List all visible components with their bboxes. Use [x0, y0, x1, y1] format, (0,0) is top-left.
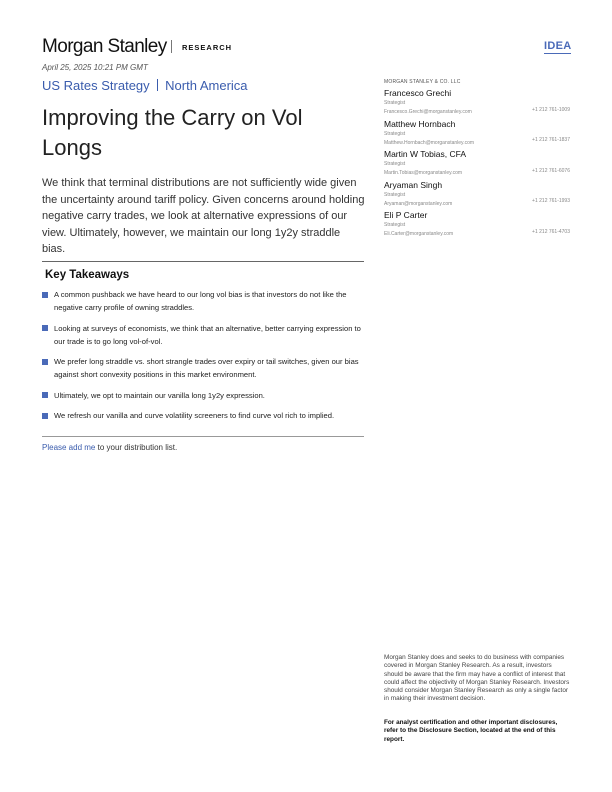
report-summary: We think that terminal distributions are not sufficiently wide given the uncertainty around tariff policy. Given concerns around holding negative carry trades, we look at alternative expressions of our view. Ultimately, however, we maintain our long 1y2y straddle bias.: [42, 177, 365, 255]
list-item: [42, 322, 364, 349]
strategy-name: US Rates Strategy: [42, 78, 150, 93]
analyst-phone: +1 212 761-1009: [532, 106, 570, 113]
analyst-role: Strategist: [384, 161, 406, 167]
divider: [42, 436, 364, 437]
publish-date: April 25, 2025 10:21 PM GMT: [42, 63, 148, 72]
distribution-line: [42, 443, 177, 452]
analyst-entry: [384, 149, 570, 180]
analyst-list: [384, 88, 570, 241]
takeaway-text: A common pushback we have heard to our long vol bias is that investors do not like the negative carry profile of owning straddles.: [54, 290, 347, 313]
bullet-square-icon: [42, 359, 48, 365]
analyst-email[interactable]: Matthew.Hornbach@morganstanley.com: [384, 139, 475, 146]
idea-badge: IDEA: [544, 40, 572, 52]
analyst-name: Francesco Grechi: [384, 88, 452, 98]
list-item: [42, 409, 364, 422]
takeaway-text: We prefer long straddle vs. short strangle trades over expiry or tail switches, given our bias against short convexity positions in this market environment.: [54, 357, 359, 380]
strategy-divider: [157, 79, 159, 91]
add-to-distribution-link[interactable]: Please add me: [42, 443, 96, 452]
list-item: [42, 389, 364, 402]
analyst-name: Aryaman Singh: [384, 179, 443, 190]
list-item: [42, 355, 364, 382]
report-title: Improving the Carry on Vol Longs: [42, 105, 303, 160]
bullet-square-icon: [42, 325, 48, 331]
key-takeaways-list: [42, 288, 364, 429]
disclaimer-text: Morgan Stanley does and seeks to do business with companies covered in Morgan Stanley Research. As a result, investors should be aware that the firm may have a conflict of interest that could affect the objectivity of Morgan Stanley Research. Investors should consider Morgan Stanley Research as only a single factor in making their investment decision.: [384, 654, 570, 703]
analyst-phone: +1 212 761-4703: [532, 228, 570, 235]
firm-name: MORGAN STANLEY & CO. LLC: [384, 79, 461, 85]
disclosure-notice: For analyst certification and other important disclosures, refer to the Disclosure Section, located at the end of this report.: [384, 719, 558, 743]
analyst-phone: +1 212 761-6076: [532, 167, 570, 174]
analyst-email[interactable]: Martin.Tobias@morganstanley.com: [384, 170, 463, 176]
analyst-entry: [384, 119, 570, 150]
analyst-role: Strategist: [384, 222, 406, 228]
bullet-square-icon: [42, 292, 48, 298]
analyst-email[interactable]: Francesco.Grechi@morganstanley.com: [384, 109, 472, 115]
strategy-line: [42, 78, 248, 93]
analyst-email[interactable]: Aryaman@morganstanley.com: [384, 200, 453, 207]
strategy-region: North America: [165, 78, 248, 93]
analyst-phone: +1 212 761-1837: [532, 137, 570, 143]
analyst-email[interactable]: Eli.Carter@morganstanley.com: [384, 231, 454, 237]
analyst-role: Strategist: [384, 100, 406, 106]
distribution-text: to your distribution list.: [95, 443, 178, 452]
key-takeaways-title: Key Takeaways: [45, 269, 130, 281]
analyst-role: Strategist: [384, 130, 406, 137]
bullet-square-icon: [42, 413, 48, 419]
analyst-name: Martin W Tobias, CFA: [384, 149, 467, 159]
analyst-entry: [384, 88, 570, 119]
analyst-entry: [384, 210, 570, 241]
analyst-name: Eli P Carter: [384, 210, 428, 220]
research-label: RESEARCH: [182, 43, 233, 52]
takeaway-text: We refresh our vanilla and curve volatility screeners to find curve vol rich to implied.: [54, 411, 335, 421]
divider: [42, 261, 364, 262]
bullet-square-icon: [42, 392, 48, 398]
analyst-role: Strategist: [384, 191, 406, 198]
list-item: [42, 288, 364, 315]
analyst-name: Matthew Hornbach: [384, 118, 456, 129]
logo-divider: [171, 40, 172, 53]
morgan-stanley-logo: Morgan Stanley: [42, 36, 167, 57]
analyst-phone: +1 212 761-1993: [532, 198, 570, 204]
analyst-entry: [384, 180, 570, 211]
takeaway-text: Ultimately, we opt to maintain our vanilla long 1y2y expression.: [54, 390, 265, 400]
takeaway-text: Looking at surveys of economists, we think that an alternative, better carrying expression to our trade is to go long vol-of-vol.: [54, 323, 361, 346]
